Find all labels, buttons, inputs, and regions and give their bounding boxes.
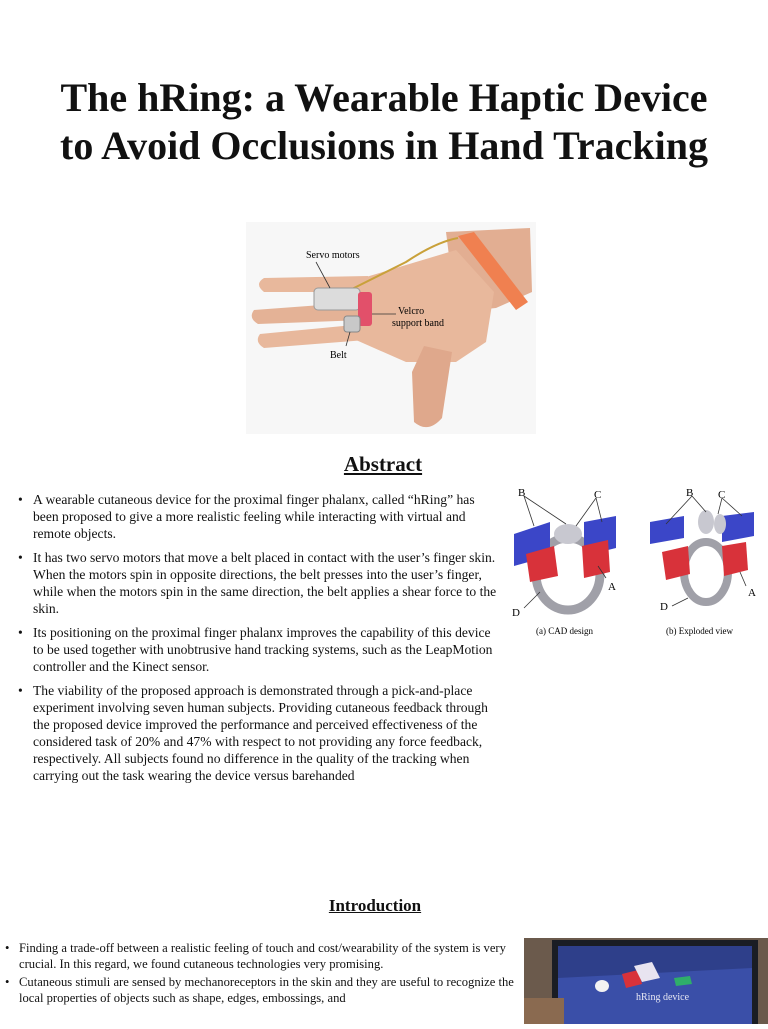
hring-hand-figure [246,222,536,434]
hand-illustration [246,222,536,434]
introduction-bullet: • Cutaneous stimuli are sensed by mechanoreceptors in the skin and they are useful to recognize the local properties of objects such as shape, edges, embossings, and [5,975,515,1006]
page-title: The hRing: a Wearable Haptic Device to Avoid Occlusions in Hand Tracking [60,75,708,168]
virtual-sphere [595,980,609,992]
abstract-bullet: • Its positioning on the proximal finger phalanx improves the capability of this device to be used together with unobtrusive hand tracking systems, such as the LeapMotion controller and the Kinect sensor. [18,624,503,675]
introduction-bullet: • Finding a trade-off between a realistic feeling of touch and cost/wearability of the system is very crucial. In this regard, we found cutaneous technologies very promising. [5,941,515,972]
subject-hand-edge [524,998,564,1024]
exploded-pulley-right [714,514,726,534]
exploded-belt-ring [684,542,728,602]
abstract-bullet: • The viability of the proposed approach is demonstrated through a pick-and-place experiment involving seven human subjects. Providing cutaneous feedback through the proposed device improved the performance and perceived effectiveness of the considered task of 20% and 47% with respect to not providing any force feedback, respectively. All subjects found no difference in the quality of the tracking when carrying out the task wearing the device versus barehanded [18,682,503,784]
belt [344,316,360,332]
servo-label: Servo motors [306,250,360,261]
exploded-view-model [650,510,754,602]
hring-screen-photo [524,938,768,1024]
abstract-bullet: • A wearable cutaneous device for the proximal finger phalanx, called “hRing” has been proposed to give a more realistic feeling while interacting with virtual and remote objects. [18,491,503,542]
cad-label-b: B [518,487,526,499]
cad-figure [506,482,768,642]
exploded-label-a: A [748,587,756,599]
cad-illustration [506,482,768,642]
cad-caption-a: (a) CAD design [536,626,593,636]
cad-caption-b: (b) Exploded view [666,626,733,636]
cad-pulley [554,524,582,544]
servo-motors [314,288,360,310]
abstract-bullet: • It has two servo motors that move a belt placed in contact with the user’s finger skin. When the motors spin in opposite directions, the belt presses into the user’s finger, while when the motors spin in the same direction, the belt applies a shear force to the skin. [18,549,503,617]
abstract-list [18,491,503,791]
velcro-label-line1: Velcro [398,306,425,317]
cad-right-holder [582,540,610,578]
cad-label-a: A [608,581,616,593]
exploded-left-motor [650,516,684,544]
abstract-heading: Abstract [343,452,423,476]
exploded-left-holder [662,546,690,580]
exploded-right-holder [722,542,748,576]
cad-design-model [514,516,616,610]
exploded-label-c: C [718,489,726,501]
exploded-label-d: D [660,601,668,613]
cad-label-d: D [512,607,520,619]
cad-leader-lines [524,496,746,608]
velcro-label-line2: support band [392,318,444,329]
belt-label: Belt [330,350,347,361]
introduction-list [5,941,515,1009]
exploded-right-motor [722,512,754,542]
cad-label-c: C [594,489,602,501]
introduction-heading: Introduction [328,896,422,915]
hring-device-label: hRing device [636,992,690,1003]
screen-illustration [524,938,768,1024]
exploded-pulley-left [698,510,714,534]
exploded-label-b: B [686,487,694,499]
